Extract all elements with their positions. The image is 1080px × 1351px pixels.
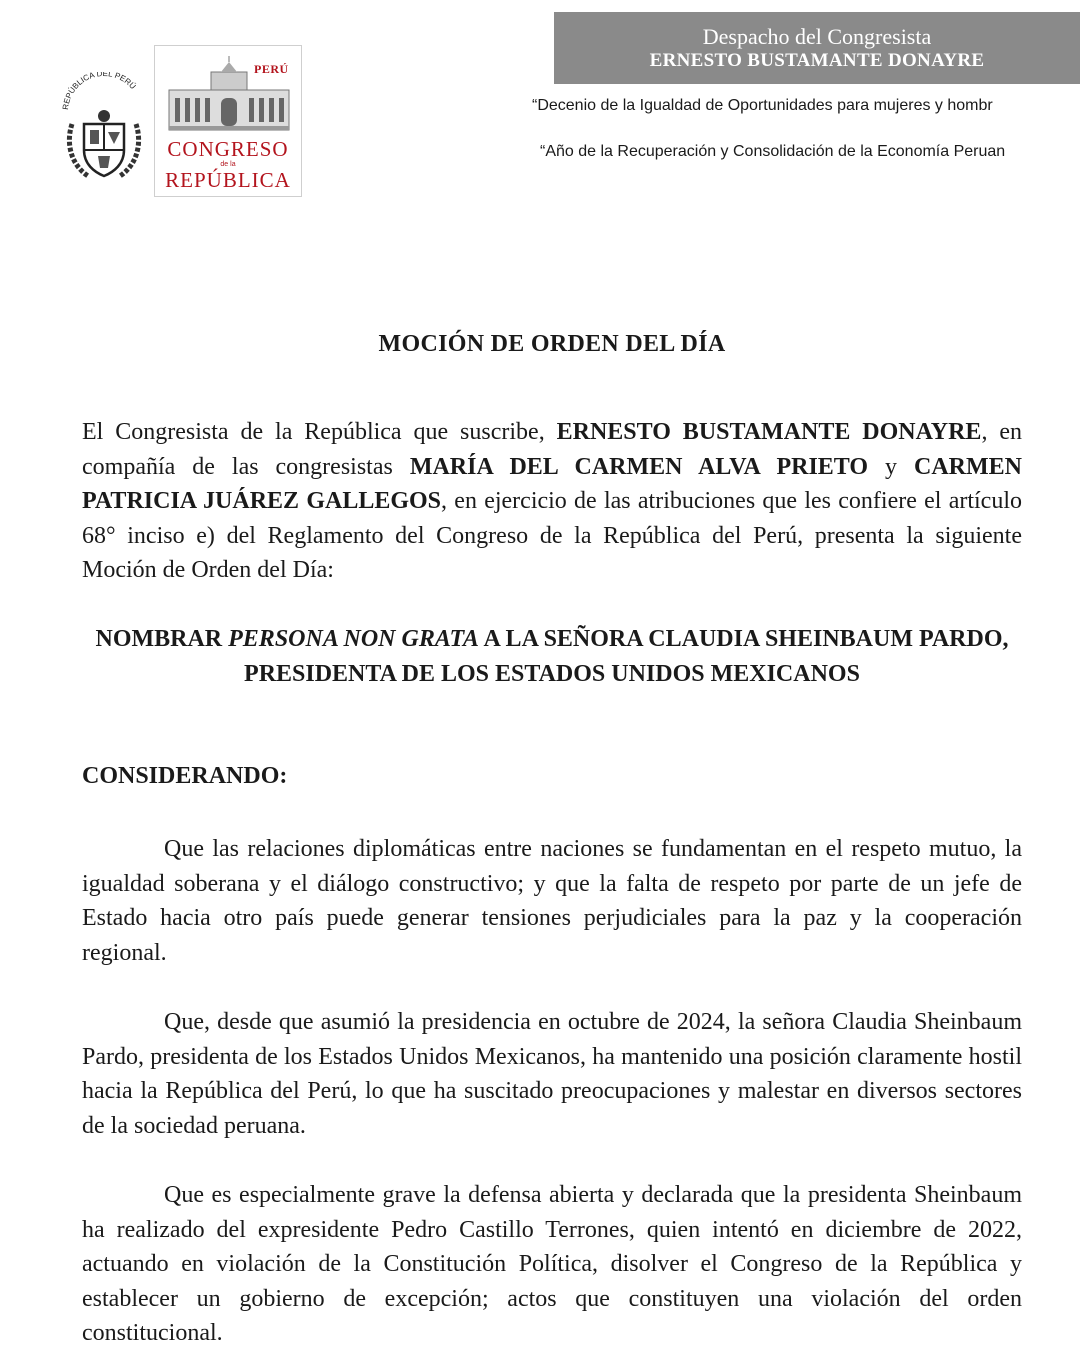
logo-word-congreso: CONGRESO	[167, 137, 289, 161]
document-title: MOCIÓN DE ORDEN DEL DÍA	[378, 331, 726, 357]
logo-word-republica: REPÚBLICA	[165, 168, 291, 192]
considerando-heading: CONSIDERANDO:	[82, 763, 288, 789]
considerando-paragraph-1: Que las relaciones diplomáticas entre naciones se fundamentan en el respeto mutuo, la igualdad soberana y el diálogo constructivo; y que la falta de respeto por parte de un jefe de Estado hacia otro país puede generar tensiones perjudiciales para la paz y la cooperación regional.	[82, 836, 1022, 966]
name-juarez: CARMEN PATRICIA JUÁREZ GALLEGOS	[82, 453, 1022, 514]
persona-non-grata-text: PERSONA NON GRATA	[228, 626, 479, 652]
despacho-title: Despacho del Congresista	[702, 24, 932, 49]
logo-country-label: PERÚ	[254, 62, 289, 76]
decade-motto: “Decenio de la Igualdad de Oportunidades para mujeres y hombr	[532, 97, 993, 114]
considerando-paragraph-2: Que, desde que asumió la presidencia en octubre de 2024, la señora Claudia Sheinbaum Pardo, presidenta de los Estados Unidos Mexicanos, ha mantenido una posición claramente hostil hacia la República del Perú, lo que ha suscitado preocupaciones y malestar en diversos sectores de la sociedad peruana.	[82, 1009, 1022, 1139]
coat-of-arms-icon	[58, 72, 150, 184]
intro-paragraph: El Congresista de la República que suscribe, ERNESTO BUSTAMANTE DONAYRE, en compañía de las congresistas MARÍA DEL CARMEN ALVA PRIETO y CARMEN PATRICIA JUÁREZ GALLEGOS, en ejercicio de las atribuciones que les confiere el artículo 68° inciso e) del Reglamento del Congreso de la República del Perú, presenta la siguiente Moción de Orden del Día:	[82, 419, 1023, 583]
congreso-logo	[154, 45, 302, 197]
considerando-paragraph-3: Que es especialmente grave la defensa abierta y declarada que la presidenta Sheinbaum ha realizado del expresidente Pedro Castillo Terrones, quien intentó en diciembre de 2022, actuando en violación de la Constitución Política, disolver el Congreso de la República y establecer un gobierno de excepción; actos que constituyen una violación del orden constitucional.	[82, 1182, 1022, 1346]
name-bustamante: ERNESTO BUSTAMANTE DONAYRE	[556, 419, 982, 445]
motion-title: NOMBRAR PERSONA NON GRATA A LA SEÑORA CLAUDIA SHEINBAUM PARDO, PRESIDENTA DE LOS ESTADOS UNIDOS MEXICANOS	[95, 626, 1009, 687]
year-motto: “Año de la Recuperación y Consolidación de la Economía Peruan	[540, 143, 1006, 160]
despacho-congressman-name: ERNESTO BUSTAMANTE DONAYRE	[649, 50, 985, 71]
despacho-header-box	[554, 12, 1080, 84]
coat-of-arms-emblem	[58, 72, 150, 184]
logo-word-de-la: de la	[220, 161, 236, 168]
name-alva: MARÍA DEL CARMEN ALVA PRIETO	[409, 453, 869, 480]
coat-of-arms-text: REPÚBLICA DEL PERÚ	[61, 72, 138, 111]
